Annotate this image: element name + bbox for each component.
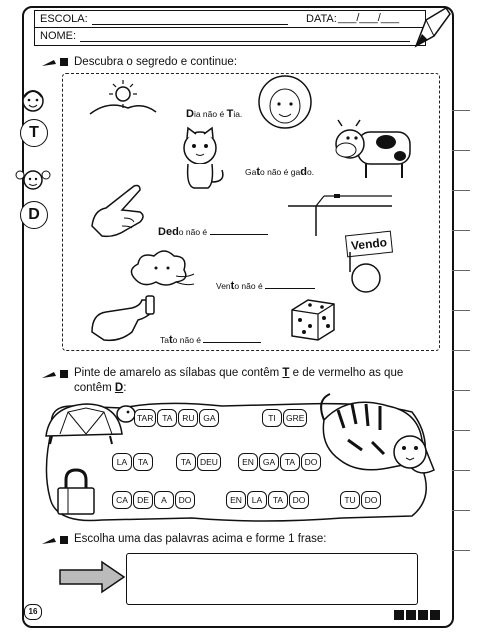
syllable-box[interactable]: A <box>154 491 174 509</box>
word-tigre <box>262 408 308 427</box>
tato-text-a: Ta <box>160 335 169 345</box>
sentence-dia <box>186 108 242 120</box>
dedo-text-b: o não é <box>178 227 208 237</box>
section2-text-a: Pinte de amarelo as sílabas que contêm <box>74 367 280 379</box>
section2-letter-d: D <box>114 382 124 394</box>
finger-hand-icon <box>84 182 164 242</box>
tato-letter: t <box>168 334 173 346</box>
syllable-box[interactable]: TA <box>133 453 153 471</box>
vento-letter: t <box>230 280 235 292</box>
syllable-box[interactable]: TA <box>268 491 288 509</box>
page-number: 16 <box>24 604 42 620</box>
sentence-answer-box[interactable] <box>126 553 418 605</box>
syllable-box[interactable]: TAR <box>134 409 156 427</box>
vendo-sign: Vendo <box>345 231 393 258</box>
syllable-box[interactable]: EN <box>238 453 258 471</box>
word-cadeado <box>112 490 196 509</box>
sign-post-icon <box>344 252 384 296</box>
word-tudo <box>340 490 382 509</box>
gado-text: o. <box>306 167 315 177</box>
date-field[interactable]: ___/___/___ <box>338 12 400 24</box>
word-tartaruga <box>134 408 220 427</box>
word-lata <box>112 452 154 471</box>
syllable-box[interactable]: DO <box>175 491 195 509</box>
section1-instruction: Descubra o segredo e continue: <box>74 56 238 68</box>
pencil-bullet-icon <box>40 56 70 70</box>
dedo-letter: d <box>172 226 179 238</box>
letter-t-circle: T <box>20 119 48 147</box>
arrow-icon <box>58 560 128 594</box>
date-label: DATA: <box>306 13 337 25</box>
wind-cloud-icon <box>126 246 196 294</box>
tato-answer-line[interactable] <box>203 342 261 343</box>
word-enlatado <box>226 490 310 509</box>
dia-text: ia não é <box>193 109 227 119</box>
girl-face-icon <box>14 165 52 193</box>
pencil-icon <box>412 6 452 50</box>
dia-letter: D <box>186 108 194 120</box>
section3-instruction: Escolha uma das palavras acima e forme 1 frase: <box>74 533 327 545</box>
gato-text-a: Ga <box>245 167 257 177</box>
padlock-icon <box>54 468 98 518</box>
syllable-box[interactable]: EN <box>226 491 246 509</box>
section2-text-b: e de vermelho as que <box>292 367 404 379</box>
syllable-box[interactable]: RU <box>178 409 198 427</box>
syllable-box[interactable]: TI <box>262 409 282 427</box>
tato-text-b: o não é <box>172 335 202 345</box>
school-field[interactable] <box>92 24 288 25</box>
gado-letter: d <box>300 166 307 178</box>
vento-text-b: o não é <box>234 281 263 291</box>
aunt-face-icon <box>254 74 316 130</box>
sentence-dedo <box>158 226 268 238</box>
syllable-box[interactable]: DEU <box>197 453 221 471</box>
section2-text-c: contêm <box>74 382 112 394</box>
sun-icon <box>88 78 158 118</box>
word-tadeu <box>176 452 222 471</box>
letter-d-circle: D <box>20 201 48 229</box>
syllable-box[interactable]: TA <box>176 453 196 471</box>
syllable-box[interactable]: LA <box>112 453 132 471</box>
syllable-box[interactable]: GRE <box>283 409 307 427</box>
right-margin-lines <box>452 110 470 620</box>
child-face-icon <box>18 85 48 115</box>
dice-icon <box>288 296 338 342</box>
word-engatado <box>238 452 322 471</box>
syllable-box[interactable]: LA <box>247 491 267 509</box>
sentence-tato <box>160 334 261 346</box>
syllable-box[interactable]: DO <box>361 491 381 509</box>
tia-text: ia. <box>233 109 243 119</box>
pencil-bullet-icon-2 <box>40 368 70 382</box>
syllable-box[interactable]: TA <box>157 409 177 427</box>
school-label: ESCOLA: <box>40 13 88 25</box>
tia-letter: T <box>226 108 234 120</box>
pencil-bullet-icon-3 <box>40 534 70 548</box>
header-divider <box>34 27 424 28</box>
dedo-text-a: De <box>158 226 173 238</box>
cow-icon <box>330 116 416 182</box>
vento-text-a: Ven <box>216 281 231 291</box>
dedo-answer-line[interactable] <box>210 234 268 235</box>
vento-answer-line[interactable] <box>265 288 315 289</box>
publisher-logo <box>394 608 444 622</box>
touch-hand-icon <box>86 292 158 344</box>
sentence-vento <box>216 280 315 292</box>
syllable-box[interactable]: GA <box>259 453 279 471</box>
name-label: NOME: <box>40 30 77 42</box>
gato-text-b: o não é ga <box>260 167 301 177</box>
section2-text-d: : <box>123 382 127 394</box>
turtle-icon <box>40 398 136 448</box>
gato-letter: t <box>256 166 261 178</box>
syllable-box[interactable]: TU <box>340 491 360 509</box>
syllable-box[interactable]: DE <box>133 491 153 509</box>
syllable-box[interactable]: DO <box>289 491 309 509</box>
syllable-box[interactable]: CA <box>112 491 132 509</box>
name-field[interactable] <box>80 41 410 42</box>
syllable-box[interactable]: TA <box>280 453 300 471</box>
syllable-box[interactable]: GA <box>199 409 219 427</box>
cat-icon <box>160 126 230 192</box>
tiger-icon <box>318 390 442 486</box>
sentence-gato <box>245 166 314 178</box>
syllable-box[interactable]: DO <box>301 453 321 471</box>
section2-letter-t: T <box>282 367 290 379</box>
